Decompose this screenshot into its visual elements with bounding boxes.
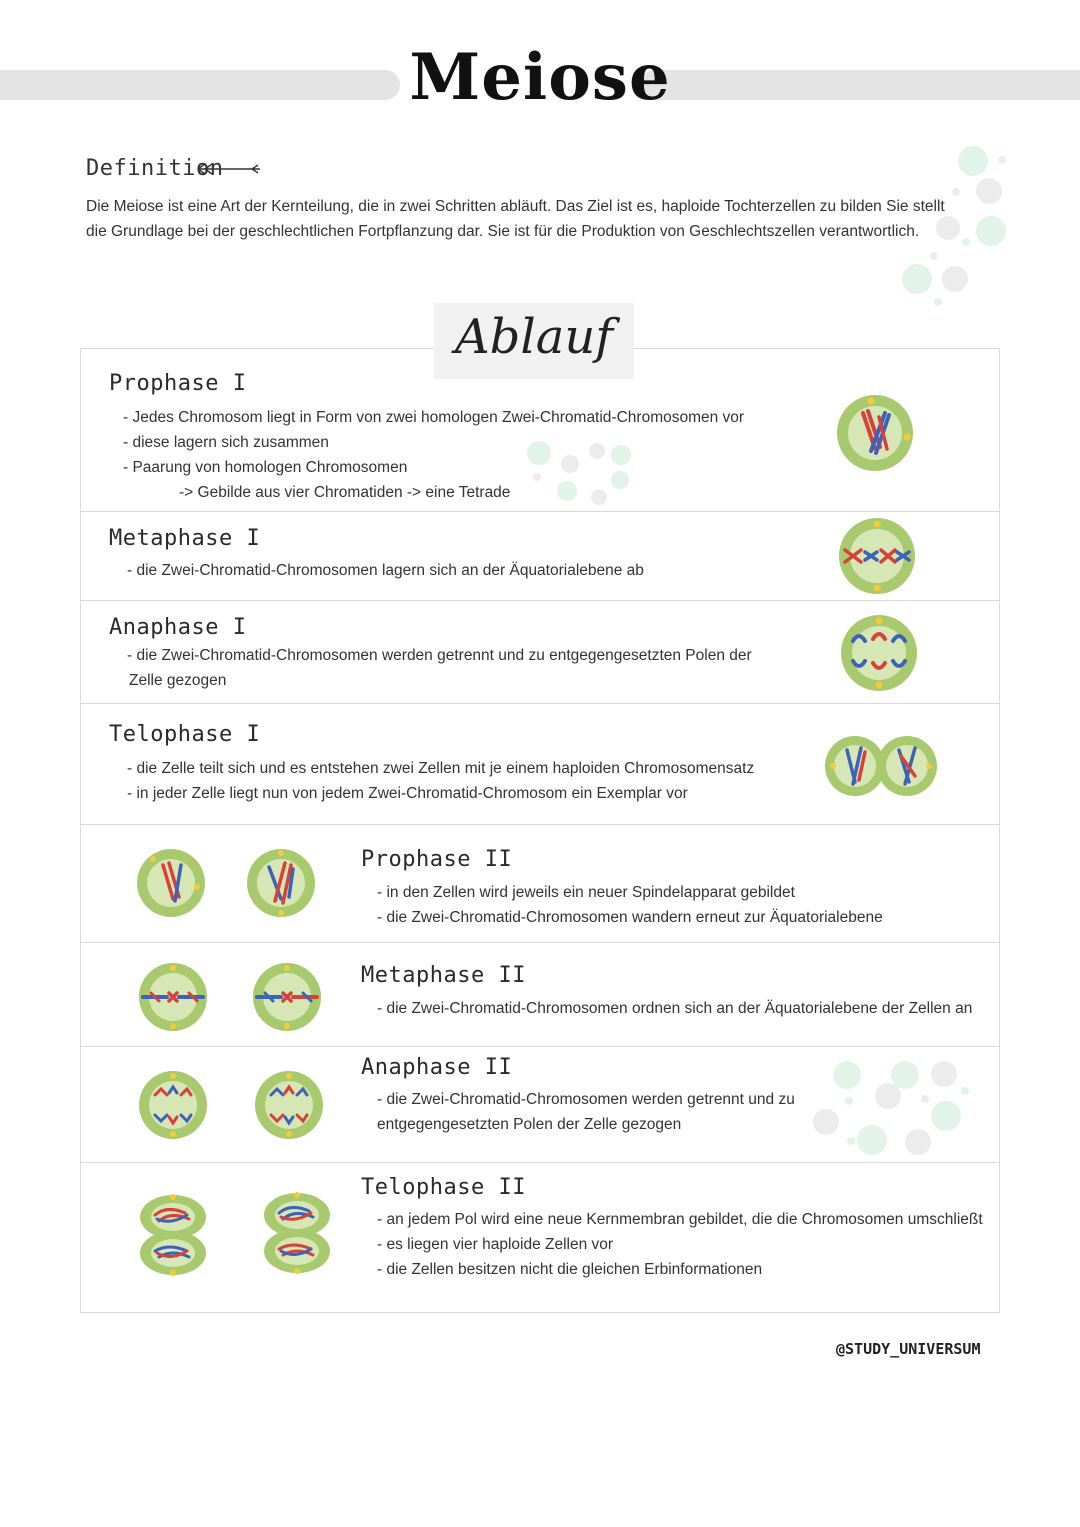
phase-line: - Paarung von homologen Chromosomen [123,459,408,476]
cell-telophase-2-left-icon [137,1193,209,1277]
cell-metaphase-1-icon [837,516,917,596]
phase-line: - Jedes Chromosom liegt in Form von zwei homologen Zwei-Chromatid-Chromosomen vor [123,409,745,426]
phase-title: Prophase I [109,371,247,396]
row-telophase-1 [81,704,999,825]
row-anaphase-2 [81,1047,999,1163]
cell-anaphase-1-icon [839,613,919,693]
cell-prophase-2-right-icon [245,847,317,919]
phase-title: Prophase II [361,847,513,872]
ablauf-label [434,303,634,379]
phase-line: entgegengesetzten Polen der Zelle gezogen [377,1116,682,1133]
cell-anaphase-2-left-icon [137,1069,209,1141]
phase-title: Anaphase I [109,615,247,640]
phase-line: - die Zwei-Chromatid-Chromosomen wandern erneut zur Äquatorialebene [377,909,883,926]
credit-handle: @STUDY_UNIVERSUM [836,1340,981,1358]
row-prophase-2 [81,825,999,943]
phase-line: - in den Zellen wird jeweils ein neuer Spindelapparat gebildet [377,884,795,901]
phase-title: Telophase II [361,1175,526,1200]
cell-prophase-1-icon [835,393,915,473]
phase-line: - die Zwei-Chromatid-Chromosomen lagern sich an der Äquatorialebene ab [127,562,644,579]
cell-telophase-1-icon [825,726,937,806]
cell-anaphase-2-right-icon [253,1069,325,1141]
row-anaphase-1 [81,601,999,704]
page-title: Meiose [409,40,671,115]
phase-line: -> Gebilde aus vier Chromatiden -> eine Tetrade [179,484,511,501]
phase-title: Anaphase II [361,1055,513,1080]
phase-title: Telophase I [109,722,261,747]
ablauf-box [80,348,1000,1313]
phase-line: - die Zwei-Chromatid-Chromosomen werden getrennt und zu [377,1091,795,1108]
phase-title: Metaphase I [109,526,261,551]
phase-title: Metaphase II [361,963,526,988]
phase-line: - diese lagern sich zusammen [123,434,329,451]
ablauf-title: Ablauf [454,309,614,365]
row-metaphase-2 [81,943,999,1047]
phase-line: - es liegen vier haploide Zellen vor [377,1236,614,1253]
definition-line-2: die Grundlage bei der geschlechtlichen Fortpflanzung dar. Sie ist für die Produktion von Geschlechtszellen verantwortlich. [86,223,920,240]
cell-metaphase-2-left-icon [137,961,209,1033]
cell-prophase-2-left-icon [135,847,207,919]
phase-line: - die Zwei-Chromatid-Chromosomen ordnen sich an der Äquatorialebene der Zellen an [377,1000,973,1017]
cell-telophase-2-right-icon [261,1191,333,1275]
definition-line-1: Die Meiose ist eine Art der Kernteilung, die in zwei Schritten abläuft. Das Ziel ist es, haploide Tochterzellen zu bilden Sie stellt [86,198,945,215]
phase-line: - die Zelle teilt sich und es entstehen zwei Zellen mit je einem haploiden Chromosomensatz [127,760,755,777]
phase-line: - die Zellen besitzen nicht die gleichen Erbinformationen [377,1261,763,1278]
row-metaphase-1 [81,512,999,601]
phase-line: - an jedem Pol wird eine neue Kernmembran gebildet, die die Chromosomen umschließt [377,1211,983,1228]
definition-heading: Definition [86,156,224,181]
phase-line: Zelle gezogen [129,672,227,689]
row-telophase-2 [81,1163,999,1313]
arrow-left-icon [196,160,262,181]
cell-metaphase-2-right-icon [251,961,323,1033]
definition-text [86,194,946,244]
phase-line: - die Zwei-Chromatid-Chromosomen werden getrennt und zu entgegengesetzten Polen der [127,647,752,664]
phase-line: - in jeder Zelle liegt nun von jedem Zwei-Chromatid-Chromosom ein Exemplar vor [127,785,688,802]
